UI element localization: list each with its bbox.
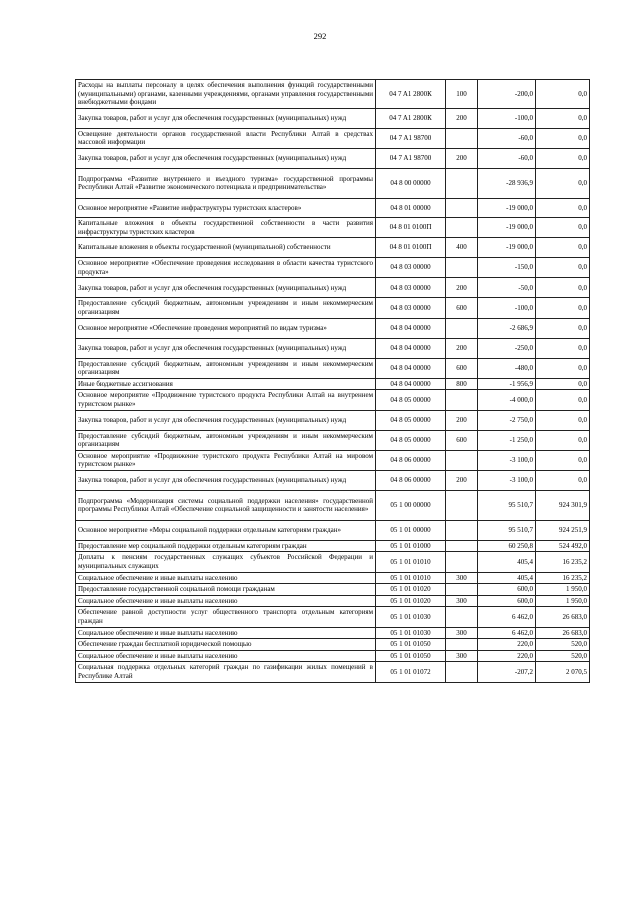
row-value-2: 16 235,2	[536, 552, 590, 572]
row-value-1: -100,0	[478, 108, 536, 128]
row-name: Освещение деятельности органов государственной власти Республики Алтай в средствах массовой информации	[76, 128, 376, 148]
row-value-1: -3 100,0	[478, 470, 536, 490]
row-vr: 300	[446, 572, 478, 584]
row-value-2: 924 301,9	[536, 490, 590, 520]
row-vr: 200	[446, 470, 478, 490]
row-vr	[446, 584, 478, 596]
table-row	[76, 430, 590, 450]
budget-table	[75, 79, 590, 683]
row-value-1: -19 000,0	[478, 217, 536, 237]
row-value-2: 0,0	[536, 390, 590, 410]
row-value-1: 95 510,7	[478, 490, 536, 520]
row-value-2: 524 492,0	[536, 540, 590, 552]
row-vr: 200	[446, 108, 478, 128]
row-value-1: 6 462,0	[478, 607, 536, 627]
row-name: Подпрограмма «Развитие внутреннего и въездного туризма» государственной программы Республики Алтай «Развитие экономического потенциала и предпринимательства»	[76, 168, 376, 198]
row-value-2: 0,0	[536, 338, 590, 358]
row-value-1: -60,0	[478, 148, 536, 168]
table-row	[76, 128, 590, 148]
table-row	[76, 650, 590, 662]
row-value-1: 95 510,7	[478, 520, 536, 540]
table-row	[76, 520, 590, 540]
row-code: 04 8 04 00000	[376, 358, 446, 378]
row-name: Социальное обеспечение и иные выплаты населению	[76, 572, 376, 584]
table-row	[76, 572, 590, 584]
table-row	[76, 470, 590, 490]
row-value-2: 0,0	[536, 470, 590, 490]
row-code: 04 7 A1 98700	[376, 148, 446, 168]
row-value-2: 0,0	[536, 148, 590, 168]
row-name: Предоставление субсидий бюджетным, автономным учреждениям и иным некоммерческим организациям	[76, 430, 376, 450]
row-code: 04 8 05 00000	[376, 410, 446, 430]
table-row	[76, 258, 590, 278]
row-code: 04 8 01 0100П	[376, 238, 446, 258]
row-vr: 600	[446, 298, 478, 318]
row-vr	[446, 168, 478, 198]
row-code: 05 1 01 01010	[376, 572, 446, 584]
row-value-1: -2 750,0	[478, 410, 536, 430]
row-value-2: 2 070,5	[536, 662, 590, 682]
table-row	[76, 80, 590, 109]
table-row	[76, 607, 590, 627]
row-name: Закупка товаров, работ и услуг для обеспечения государственных (муниципальных) нужд	[76, 338, 376, 358]
table-row	[76, 490, 590, 520]
row-value-2: 0,0	[536, 318, 590, 338]
row-value-2: 520,0	[536, 650, 590, 662]
row-value-2: 0,0	[536, 258, 590, 278]
row-value-1: -60,0	[478, 128, 536, 148]
row-name: Закупка товаров, работ и услуг для обеспечения государственных (муниципальных) нужд	[76, 278, 376, 298]
table-row	[76, 584, 590, 596]
row-vr	[446, 450, 478, 470]
row-name: Капитальные вложения в объекты государственной собственности в части развития инфраструктуры туристских кластеров	[76, 217, 376, 237]
row-value-1: 405,4	[478, 572, 536, 584]
row-value-2: 0,0	[536, 80, 590, 109]
table-row	[76, 410, 590, 430]
row-code: 04 8 00 00000	[376, 168, 446, 198]
row-code: 04 8 04 00000	[376, 378, 446, 390]
row-value-2: 0,0	[536, 168, 590, 198]
row-value-2: 0,0	[536, 450, 590, 470]
row-name: Подпрограмма «Модернизация системы социальной поддержки населения» государственной программы Республики Алтай «Обеспечение социальной защищенности и занятости населения»	[76, 490, 376, 520]
row-vr	[446, 390, 478, 410]
row-code: 04 8 01 0100П	[376, 217, 446, 237]
table-row	[76, 358, 590, 378]
row-vr: 200	[446, 148, 478, 168]
row-value-2: 1 950,0	[536, 584, 590, 596]
row-value-1: -1 250,0	[478, 430, 536, 450]
table-row	[76, 238, 590, 258]
row-name: Социальное обеспечение и иные выплаты населению	[76, 595, 376, 607]
row-value-1: -100,0	[478, 298, 536, 318]
row-value-1: 220,0	[478, 639, 536, 651]
row-name: Доплаты к пенсиям государственных служащих субъектов Российской Федерации и муниципальных служащих	[76, 552, 376, 572]
row-vr	[446, 552, 478, 572]
row-value-2: 520,0	[536, 639, 590, 651]
table-row	[76, 338, 590, 358]
table-row	[76, 278, 590, 298]
row-vr	[446, 662, 478, 682]
row-value-1: -2 686,9	[478, 318, 536, 338]
table-row	[76, 148, 590, 168]
row-value-2: 0,0	[536, 108, 590, 128]
row-value-1: 60 250,8	[478, 540, 536, 552]
row-vr: 200	[446, 338, 478, 358]
table-row	[76, 198, 590, 217]
table-row	[76, 627, 590, 639]
row-name: Основное мероприятие «Продвижение туристского продукта Республики Алтай на мировом туристском рынке»	[76, 450, 376, 470]
row-code: 05 1 01 01050	[376, 650, 446, 662]
row-name: Основное мероприятие «Обеспечение проведения исследования в области качества туристского продукта»	[76, 258, 376, 278]
row-name: Предоставление государственной социальной помощи гражданам	[76, 584, 376, 596]
row-code: 05 1 01 01010	[376, 552, 446, 572]
row-value-1: 6 462,0	[478, 627, 536, 639]
table-row	[76, 450, 590, 470]
row-value-1: -28 936,9	[478, 168, 536, 198]
row-name: Обеспечение равной доступности услуг общественного транспорта отдельным категориям граждан	[76, 607, 376, 627]
row-vr	[446, 128, 478, 148]
row-vr	[446, 318, 478, 338]
row-value-1: 405,4	[478, 552, 536, 572]
row-vr: 200	[446, 410, 478, 430]
row-code: 04 8 05 00000	[376, 390, 446, 410]
row-value-2: 26 683,0	[536, 627, 590, 639]
row-value-2: 0,0	[536, 278, 590, 298]
row-code: 04 7 A1 2800К	[376, 80, 446, 109]
row-code: 05 1 01 01000	[376, 540, 446, 552]
row-code: 04 8 06 00000	[376, 470, 446, 490]
row-code: 05 1 01 00000	[376, 520, 446, 540]
row-name: Закупка товаров, работ и услуг для обеспечения государственных (муниципальных) нужд	[76, 470, 376, 490]
row-name: Закупка товаров, работ и услуг для обеспечения государственных (муниципальных) нужд	[76, 410, 376, 430]
row-vr	[446, 490, 478, 520]
row-value-1: -50,0	[478, 278, 536, 298]
row-code: 05 1 01 01020	[376, 595, 446, 607]
row-name: Иные бюджетные ассигнования	[76, 378, 376, 390]
row-value-2: 0,0	[536, 198, 590, 217]
row-vr	[446, 520, 478, 540]
row-vr: 300	[446, 627, 478, 639]
table-row	[76, 168, 590, 198]
row-value-1: -19 000,0	[478, 198, 536, 217]
row-code: 04 8 04 00000	[376, 338, 446, 358]
row-vr	[446, 607, 478, 627]
row-value-2: 0,0	[536, 217, 590, 237]
row-name: Расходы на выплаты персоналу в целях обеспечения выполнения функций государственными (муниципальными) органами, казенными учреждениями, органами управления государственными внебюджетными фондами	[76, 80, 376, 109]
row-vr: 300	[446, 650, 478, 662]
row-code: 04 8 03 00000	[376, 298, 446, 318]
row-vr: 800	[446, 378, 478, 390]
row-code: 04 8 03 00000	[376, 278, 446, 298]
table-row	[76, 298, 590, 318]
row-value-1: -4 000,0	[478, 390, 536, 410]
row-value-2: 26 683,0	[536, 607, 590, 627]
row-name: Предоставление мер социальной поддержки отдельным категориям граждан	[76, 540, 376, 552]
row-code: 04 8 03 00000	[376, 258, 446, 278]
row-value-1: -207,2	[478, 662, 536, 682]
row-vr: 300	[446, 595, 478, 607]
row-value-1: -250,0	[478, 338, 536, 358]
row-vr: 400	[446, 238, 478, 258]
row-vr	[446, 540, 478, 552]
table-row	[76, 318, 590, 338]
row-value-1: 600,0	[478, 595, 536, 607]
row-vr	[446, 217, 478, 237]
row-name: Капитальные вложения в объекты государственной (муниципальной) собственности	[76, 238, 376, 258]
row-value-2: 0,0	[536, 430, 590, 450]
row-value-2: 0,0	[536, 358, 590, 378]
row-value-2: 0,0	[536, 128, 590, 148]
row-vr: 600	[446, 358, 478, 378]
page-number: 292	[313, 31, 327, 41]
row-name: Основное мероприятие «Развитие инфраструктуры туристских кластеров»	[76, 198, 376, 217]
row-value-1: 600,0	[478, 584, 536, 596]
row-code: 04 8 06 00000	[376, 450, 446, 470]
row-name: Основное мероприятие «Обеспечение проведения мероприятий по видам туризма»	[76, 318, 376, 338]
row-name: Предоставление субсидий бюджетным, автономным учреждениям и иным некоммерческим организациям	[76, 358, 376, 378]
row-code: 05 1 01 01050	[376, 639, 446, 651]
table-row	[76, 662, 590, 682]
row-value-1: -1 956,9	[478, 378, 536, 390]
row-value-1: -3 100,0	[478, 450, 536, 470]
row-code: 05 1 01 01020	[376, 584, 446, 596]
row-value-2: 1 950,0	[536, 595, 590, 607]
row-code: 04 8 05 00000	[376, 430, 446, 450]
row-value-1: -150,0	[478, 258, 536, 278]
row-vr: 100	[446, 80, 478, 109]
table-row	[76, 595, 590, 607]
row-code: 05 1 01 01030	[376, 607, 446, 627]
row-name: Основное мероприятие «Меры социальной поддержки отдельным категориям граждан»	[76, 520, 376, 540]
row-vr	[446, 639, 478, 651]
row-code: 05 1 01 01030	[376, 627, 446, 639]
row-code: 04 7 A1 2800К	[376, 108, 446, 128]
table-row	[76, 540, 590, 552]
table-row	[76, 378, 590, 390]
row-vr	[446, 198, 478, 217]
row-vr	[446, 258, 478, 278]
row-name: Социальная поддержка отдельных категорий граждан по газификации жилых помещений в Республике Алтай	[76, 662, 376, 682]
row-value-2: 0,0	[536, 378, 590, 390]
row-vr: 200	[446, 278, 478, 298]
row-value-2: 0,0	[536, 298, 590, 318]
row-value-1: -19 000,0	[478, 238, 536, 258]
row-value-2: 0,0	[536, 410, 590, 430]
row-code: 05 1 00 00000	[376, 490, 446, 520]
row-code: 05 1 01 01072	[376, 662, 446, 682]
row-value-1: -480,0	[478, 358, 536, 378]
row-name: Социальное обеспечение и иные выплаты населению	[76, 650, 376, 662]
row-code: 04 8 01 00000	[376, 198, 446, 217]
table-row	[76, 108, 590, 128]
row-name: Основное мероприятие «Продвижение туристского продукта Республики Алтай на внутреннем туристском рынке»	[76, 390, 376, 410]
row-name: Закупка товаров, работ и услуг для обеспечения государственных (муниципальных) нужд	[76, 108, 376, 128]
row-name: Закупка товаров, работ и услуг для обеспечения государственных (муниципальных) нужд	[76, 148, 376, 168]
table-row	[76, 552, 590, 572]
row-value-2: 924 251,9	[536, 520, 590, 540]
row-code: 04 7 A1 98700	[376, 128, 446, 148]
row-name: Социальное обеспечение и иные выплаты населению	[76, 627, 376, 639]
row-value-1: 220,0	[478, 650, 536, 662]
row-vr: 600	[446, 430, 478, 450]
row-code: 04 8 04 00000	[376, 318, 446, 338]
row-name: Предоставление субсидий бюджетным, автономным учреждениям и иным некоммерческим организациям	[76, 298, 376, 318]
row-value-1: -200,0	[478, 80, 536, 109]
row-value-2: 16 235,2	[536, 572, 590, 584]
row-name: Обеспечение граждан бесплатной юридической помощью	[76, 639, 376, 651]
table-row	[76, 390, 590, 410]
row-value-2: 0,0	[536, 238, 590, 258]
table-row	[76, 639, 590, 651]
table-row	[76, 217, 590, 237]
